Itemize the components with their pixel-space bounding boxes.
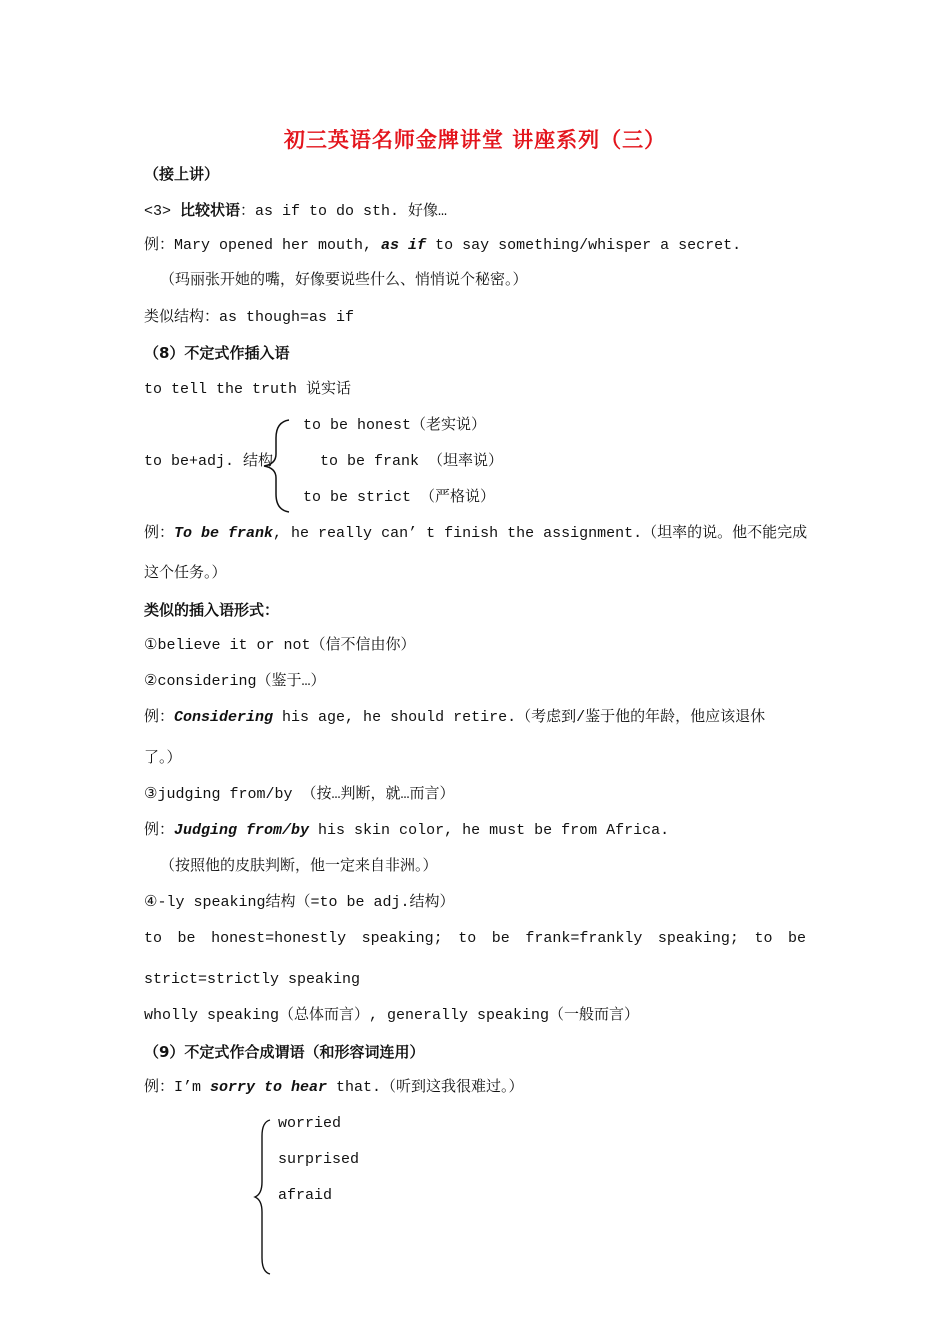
similar-parenthetical-heading: 类似的插入语形式： (144, 601, 280, 619)
phrase-3: ③judging from/by （按…判断，就…而言） (144, 786, 455, 803)
example-1-rest: to say something/whisper a secret. (426, 237, 742, 254)
be-adj-item-3: to be strict （严格说） (303, 489, 496, 506)
example-4-translation: （按照他的皮肤判断，他一定来自非洲。） (160, 858, 438, 875)
example-3-highlight: Considering (174, 709, 274, 726)
be-adj-label: to be+adj. 结构 (144, 453, 274, 470)
section-3-label: 比较状语 (180, 201, 241, 219)
example-1-translation: （玛丽张开她的嘴，好像要说些什么、悄悄说个秘密。） (160, 272, 528, 289)
example-2-highlight: To be frank (174, 525, 274, 542)
example-2-rest: , he really can’ t finish the assignment.（坦率的说。他不能完成 (273, 525, 808, 542)
example-1 (144, 236, 741, 256)
example-4-highlight: Judging from/by (174, 822, 310, 839)
example-5 (144, 1078, 524, 1098)
example-3-prefix: 例： (144, 709, 175, 726)
example-5-prefix: 例：I’m (144, 1079, 211, 1096)
heading-8: （8）不定式作插入语 (144, 344, 290, 362)
example-3 (144, 708, 765, 728)
adjective-item: surprised (278, 1151, 360, 1168)
be-adj-item-2: to be frank （坦率说） (320, 453, 504, 470)
phrase-1: ①believe it or not（信不信由你） (144, 637, 416, 654)
example-4 (144, 821, 669, 841)
example-1-prefix: 例：Mary opened her mouth, (144, 237, 382, 254)
ly-speaking-line-1: to be honest=honestly speaking; to be frank=frankly speaking; to be (144, 930, 806, 947)
ly-speaking-line-2: strict=strictly speaking (144, 971, 361, 988)
example-3-rest: his age, he should retire.（考虑到/鉴于他的年龄，他应该退休 (273, 709, 766, 726)
example-4-prefix: 例： (144, 822, 175, 839)
be-adj-item-1: to be honest（老实说） (303, 417, 487, 434)
phrase-4: ④-ly speaking结构（=to be adj.结构） (144, 894, 455, 911)
example-2 (144, 524, 807, 544)
example-2-prefix: 例： (144, 525, 175, 542)
left-brace-icon (252, 1118, 276, 1276)
ly-speaking-line-3: wholly speaking（总体而言）, generally speaking（一般而言） (144, 1007, 640, 1024)
similar-structure: 类似结构：as though=as if (144, 309, 355, 326)
section-3-number: <3> (144, 203, 181, 220)
heading-9: （9）不定式作合成谓语（和形容词连用） (144, 1043, 425, 1061)
adjective-item: worried (278, 1115, 342, 1132)
example-5-highlight: sorry to hear (210, 1079, 328, 1096)
example-4-rest: his skin color, he must be from Africa. (309, 822, 670, 839)
section-3-line (144, 200, 447, 222)
phrase-2: ②considering（鉴于…） (144, 673, 326, 690)
tell-truth-line: to tell the truth 说实话 (144, 381, 352, 398)
example-3-continuation: 了。） (144, 750, 182, 767)
left-brace-icon (256, 418, 296, 514)
continued-note: （接上讲） (144, 165, 220, 183)
example-2-continuation: 这个任务。） (144, 565, 227, 582)
example-5-rest: that.（听到这我很难过。） (327, 1079, 524, 1096)
adjective-item: afraid (278, 1187, 333, 1204)
example-1-highlight: as if (381, 237, 427, 254)
section-3-rest: ：as if to do sth. 好像… (240, 203, 448, 220)
page-title: 初三英语名师金牌讲堂 讲座系列（三） (283, 128, 667, 152)
